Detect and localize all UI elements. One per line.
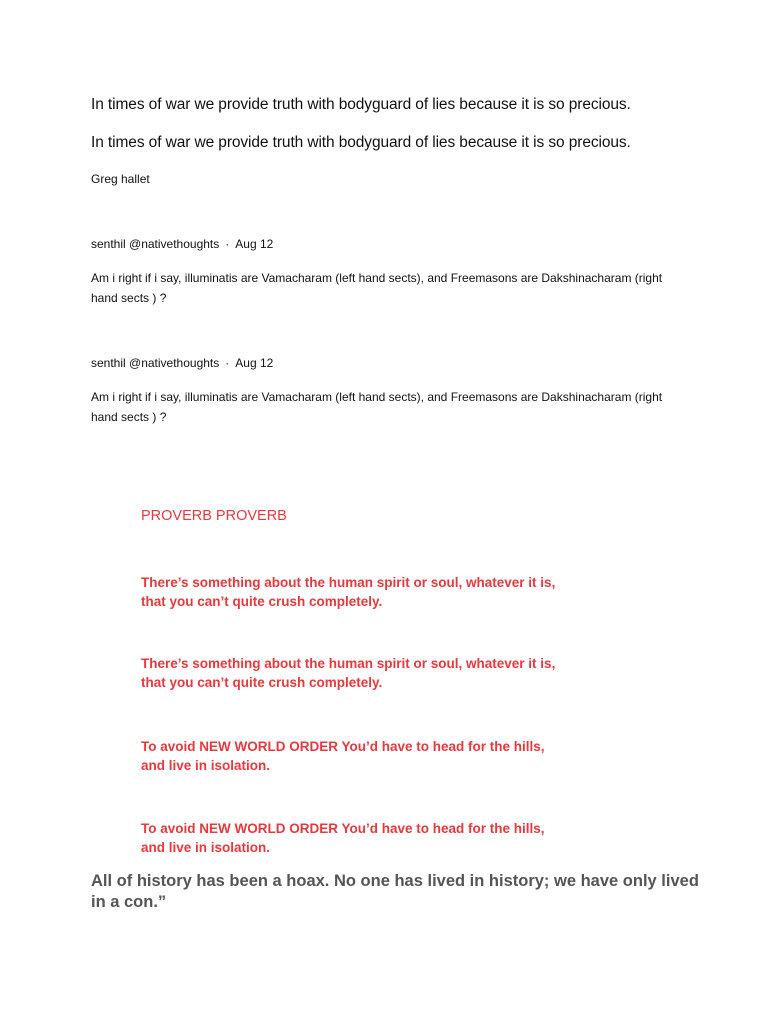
proverb-heading: PROVERB PROVERB [141,508,287,524]
tweet-1-header [91,237,273,251]
tweet-2-separator: · [225,356,230,370]
closing-quote: All of history has been a hoax. No one has lived in history; we have only lived in a con.” [91,872,699,911]
quote-line-1: In times of war we provide truth with bodyguard of lies because it is so precious. [91,96,631,113]
tweet-2-text: Am i right if i say, illuminatis are Vamacharam (left hand sects), and Freemasons are Dakshinacharam (right hand sects ) ? [91,390,663,424]
tweet-1-text: Am i right if i say, illuminatis are Vamacharam (left hand sects), and Freemasons are Dakshinacharam (right hand sects ) ? [91,271,663,305]
quote-author: Greg hallet [91,172,150,186]
tweet-1-separator: · [225,237,230,251]
tweet-2-user: senthil @nativethoughts [91,356,220,370]
tweet-1-user: senthil @nativethoughts [91,237,220,251]
proverb-paragraph-2: There’s something about the human spirit or soul, whatever it is, that you can’t quite crush completely. [141,656,556,690]
tweet-2-date: Aug 12 [235,356,274,370]
proverb-paragraph-1: There’s something about the human spirit or soul, whatever it is, that you can’t quite crush completely. [141,575,556,609]
proverb-paragraph-3: To avoid NEW WORLD ORDER You’d have to head for the hills, and live in isolation. [141,739,545,773]
tweet-1-date: Aug 12 [235,237,274,251]
proverb-paragraph-4: To avoid NEW WORLD ORDER You’d have to head for the hills, and live in isolation. [141,821,545,855]
quote-line-2: In times of war we provide truth with bodyguard of lies because it is so precious. [91,134,631,151]
tweet-2-header [91,356,273,370]
